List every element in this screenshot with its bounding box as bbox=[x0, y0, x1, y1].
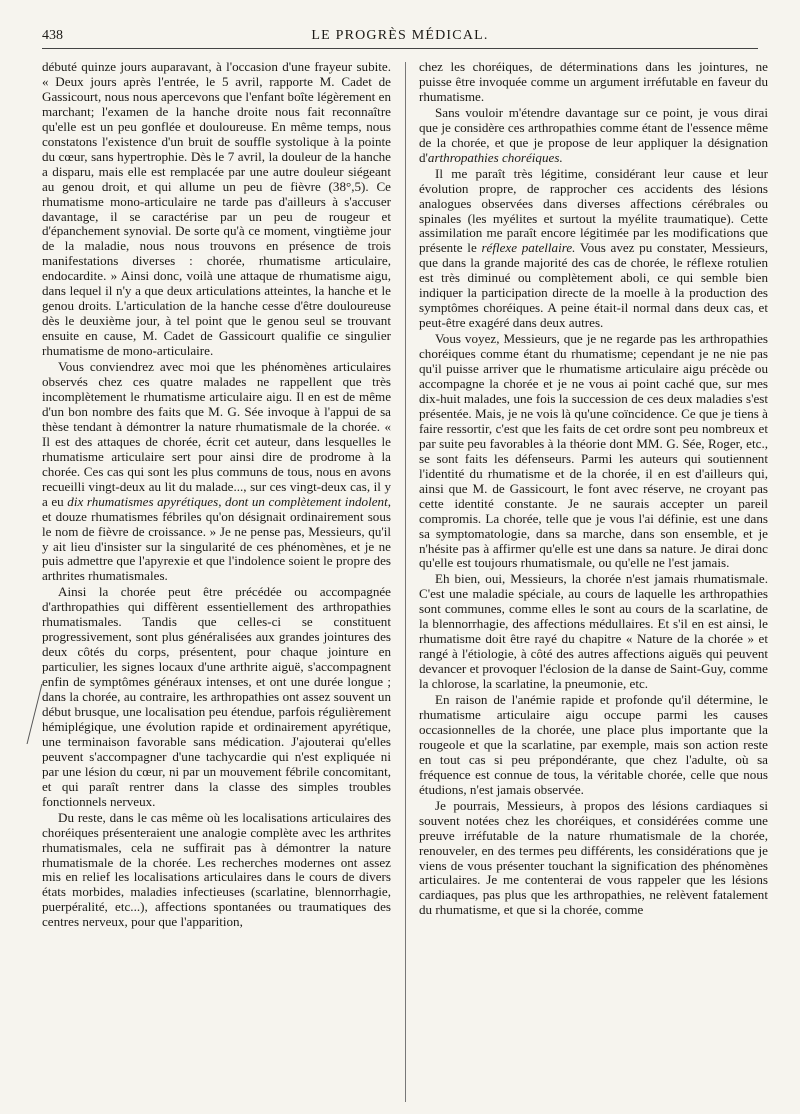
paragraph: Vous conviendrez avec moi que les phénomènes articulaires observés chez ces quatre malades ne rappellent que très incomplètement le rhumatisme articulaire aigu. Il en est de même d'un bon nombre des faits que M. G. Sée invoque à l'appui de sa thèse tendant à démontrer la nature rhumatismale de la chorée. « Il est des attaques de chorée, écrit cet auteur, dans lesquelles le rhumatisme articulaire sert pour ainsi dire de prodrome à la chorée. Ces cas qui sont les plus communs de tous, nous en avons recueilli vingt-deux au lit du malade..., sur ces vingt-deux cas, il y a eu dix rhumatismes apyrétiques, dont un complètement indolent, et douze rhumatismes fébriles qu'on désignait ordinairement sous le nom de fièvre de croissance. » Je ne pense pas, Messieurs, qu'il y ait lieu d'insister sur la singularité de ces phénomènes, et je ne puis admettre que l'apyrexie et que l'indolence soient le propre des arthrites rhumatismales. bbox=[42, 359, 391, 584]
italic-phrase: arthropathies choréiques. bbox=[427, 149, 563, 165]
italic-phrase: réflexe patellaire. bbox=[481, 240, 576, 256]
paragraph: Je pourrais, Messieurs, à propos des lésions cardiaques si souvent notées chez les choréiques, et considérées comme une preuve irréfutable de la nature rhumatismale de la chorée, renouveler, en des termes peu différents, les considérations que je viens de vous présenter touchant la signification des phénomènes articulaires. Je me contenterai de vous rappeler que les lésions cardiaques, pas plus que les arthropathies, ne relèvent fatalement du rhumatisme, et que si la chorée, comme bbox=[419, 797, 768, 918]
italic-phrase: dix rhumatismes apyrétiques, dont un complètement indolent bbox=[67, 493, 388, 509]
left-column bbox=[42, 60, 391, 1106]
paragraph: Vous voyez, Messieurs, que je ne regarde pas les arthropathies choréiques comme étant du rhumatisme; cependant je ne nie pas qu'il puisse arriver que le rhumatisme articulaire aigu précède ou accompagne la chorée et je ne vous ai point caché que, sur mes dix-huit malades, une fois la succession de ces deux maladies s'est présentée. Mais, je ne vois là qu'une coïncidence. Ce que je tiens à faire ressortir, c'est que les faits de cet ordre sont peu nombreux et par suite peu favorables à la théorie dont MM. G. Sée, Roger, etc., se sont faits les défenseurs. Parmi les auteurs qui soutiennent l'identité du rhumatisme et de la chorée, il en est d'ailleurs qui, ainsi que M. de Gassicourt, le font avec réserve, ne croyant pas cette identité constante. Je ne saurais accepter un pareil compromis. La chorée, telle que je vous l'ai définie, est une dans sa symptomatologie, dans sa marche, dans son ensemble, et je n'hésite pas à affirmer qu'elle est une dans sa nature. Je dirai donc qu'elle est toujours rhumatismale, ou qu'elle ne l'est jamais. bbox=[419, 331, 768, 571]
paragraph: chez les choréiques, de déterminations dans les jointures, ne puisse être invoquée comme un argument irréfutable en faveur du rhumatisme. bbox=[419, 60, 768, 104]
paragraph: Il me paraît très légitime, considérant leur cause et leur évolution propre, de rapprocher ces accidents des lésions analogues observées dans diverses affections cérébrales ou spinales (les myélites et surtout la myélite traumatique). Cette assimilation me paraît encore légitimée par les modifications que présente le réflexe patellaire. Vous avez pu constater, Messieurs, que dans la grande majorité des cas de chorée, le réflexe rotulien est très diminué ou complètement aboli, ce qui semble bien indiquer la participation directe de la moelle à la production des symptômes choréiques. A peine était-il normal dans deux cas, et peut-être exagéré dans deux autres. bbox=[419, 165, 768, 331]
article-body bbox=[42, 60, 768, 1106]
paragraph: En raison de l'anémie rapide et profonde qu'il détermine, le rhumatisme articulaire aigu occupe parmi les causes occasionnelles de la chorée, une place plus importante que la rougeole et que la scarlatine, par exemple, mais son action reste en tout cas si peu prépondérante, que chez l'adulte, où sa fréquence est connue de tous, la véritable chorée, celle que nous étudions, n'est jamais observée. bbox=[419, 692, 768, 797]
paragraph: Du reste, dans le cas même où les localisations articulaires des choréiques présenteraient une analogie complète avec les arthrites rhumatismales, cela ne suffirait pas à démontrer la nature rhumatismale de la chorée. Les recherches modernes ont assez mis en relief les localisations articulaires dans le cours de divers états morbides, maladies infectieuses (scarlatine, blennorrhagie, puerpéralité, etc...), affections spontanées ou traumatiques des centres nerveux, pour que l'apparition, bbox=[42, 809, 391, 930]
paragraph: débuté quinze jours auparavant, à l'occasion d'une frayeur subite. « Deux jours après l'entrée, le 5 avril, rapporte M. Cadet de Gassicourt, nous nous apercevons que l'enfant boîte légèrement en marchant; l'examen de la hanche droite nous fait reconnaître qu'elle est un peu gonflée et douloureuse. En même temps, nous constatons l'existence d'un bruit de souffle systolique à la pointe du cœur, sans hypertrophie. Dès le 7 avril, la douleur de la hanche a disparu, mais elle est remplacée par une autre douleur siégeant au genou droit, et qui allume un peu de fièvre (38°,5). Ce rhumatisme mono-articulaire ne tarde pas d'ailleurs à s'accuser davantage, il se caractérise par un peu de rougeur et d'épanchement synovial. De sorte qu'à ce moment, vingtième jour de la maladie, nous nous trouvons en présence de trois manifestations diverses : chorée, rhumatisme articulaire, endocardite. » Ainsi donc, voilà une attaque de rhumatisme aigu, dans lequel il n'y a que deux articulations atteintes, la hanche et le genou droits. L'articulation de la hanche cesse d'être douloureuse dès le deuxième jour, à tel point que le genou seul se trouvant ensuite en cause, M. Cadet de Gassicourt qualifie ce singulier rhumatisme de mono-articulaire. bbox=[42, 60, 391, 359]
paragraph: Sans vouloir m'étendre davantage sur ce point, je vous dirai que je considère ces arthropathies comme étant de l'essence même de la chorée, et que je propose de leur appliquer la désignation d'arthropathies choréiques. bbox=[419, 104, 768, 165]
page-number: 438 bbox=[42, 28, 63, 43]
running-title: LE PROGRÈS MÉDICAL. bbox=[311, 28, 489, 43]
paragraph: Ainsi la chorée peut être précédée ou accompagnée d'arthropathies qui diffèrent essentiellement des arthropathies rhumatismales. Tandis que celles-ci se constituent progressivement, sont plus généralisées aux grandes jointures des deux côtés du corps, présentent, pour chaque jointure en particulier, les signes locaux d'une arthrite aiguë, s'accompagnent enfin de symptômes généraux intenses, et ont une durée longue ; dans la chorée, au contraire, les arthropathies ont assez souvent un début brusque, une localisation peu étendue, parfois régulièrement hémiplégique, une évolution rapide et ordinairement apyrétique, une terminaison favorable sans médication. J'ajouterai qu'elles peuvent s'accompagner d'une tachycardie qui n'est expliquée ni par une lésion du cœur, ni par un mouvement fébrile concomitant, et qui paraît rentrer dans la classe des simples troubles fonctionnels nerveux. bbox=[42, 584, 391, 809]
column-divider bbox=[405, 62, 406, 1102]
right-column bbox=[419, 60, 768, 1106]
page-header bbox=[42, 26, 758, 49]
paragraph: Eh bien, oui, Messieurs, la chorée n'est jamais rhumatismale. C'est une maladie spéciale, au cours de laquelle les arthropathies sont communes, comme elles le sont au cours de la scarlatine, de la blennorrhagie, des affections médullaires. Et s'il en est ainsi, le rhumatisme doit être rayé du chapitre « Nature de la chorée » et rangé à l'étiologie, à côté des autres affections aiguës qui peuvent devancer et provoquer l'éclosion de la danse de Saint-Guy, comme la chlorose, la scarlatine, la pneumonie, etc. bbox=[419, 571, 768, 692]
